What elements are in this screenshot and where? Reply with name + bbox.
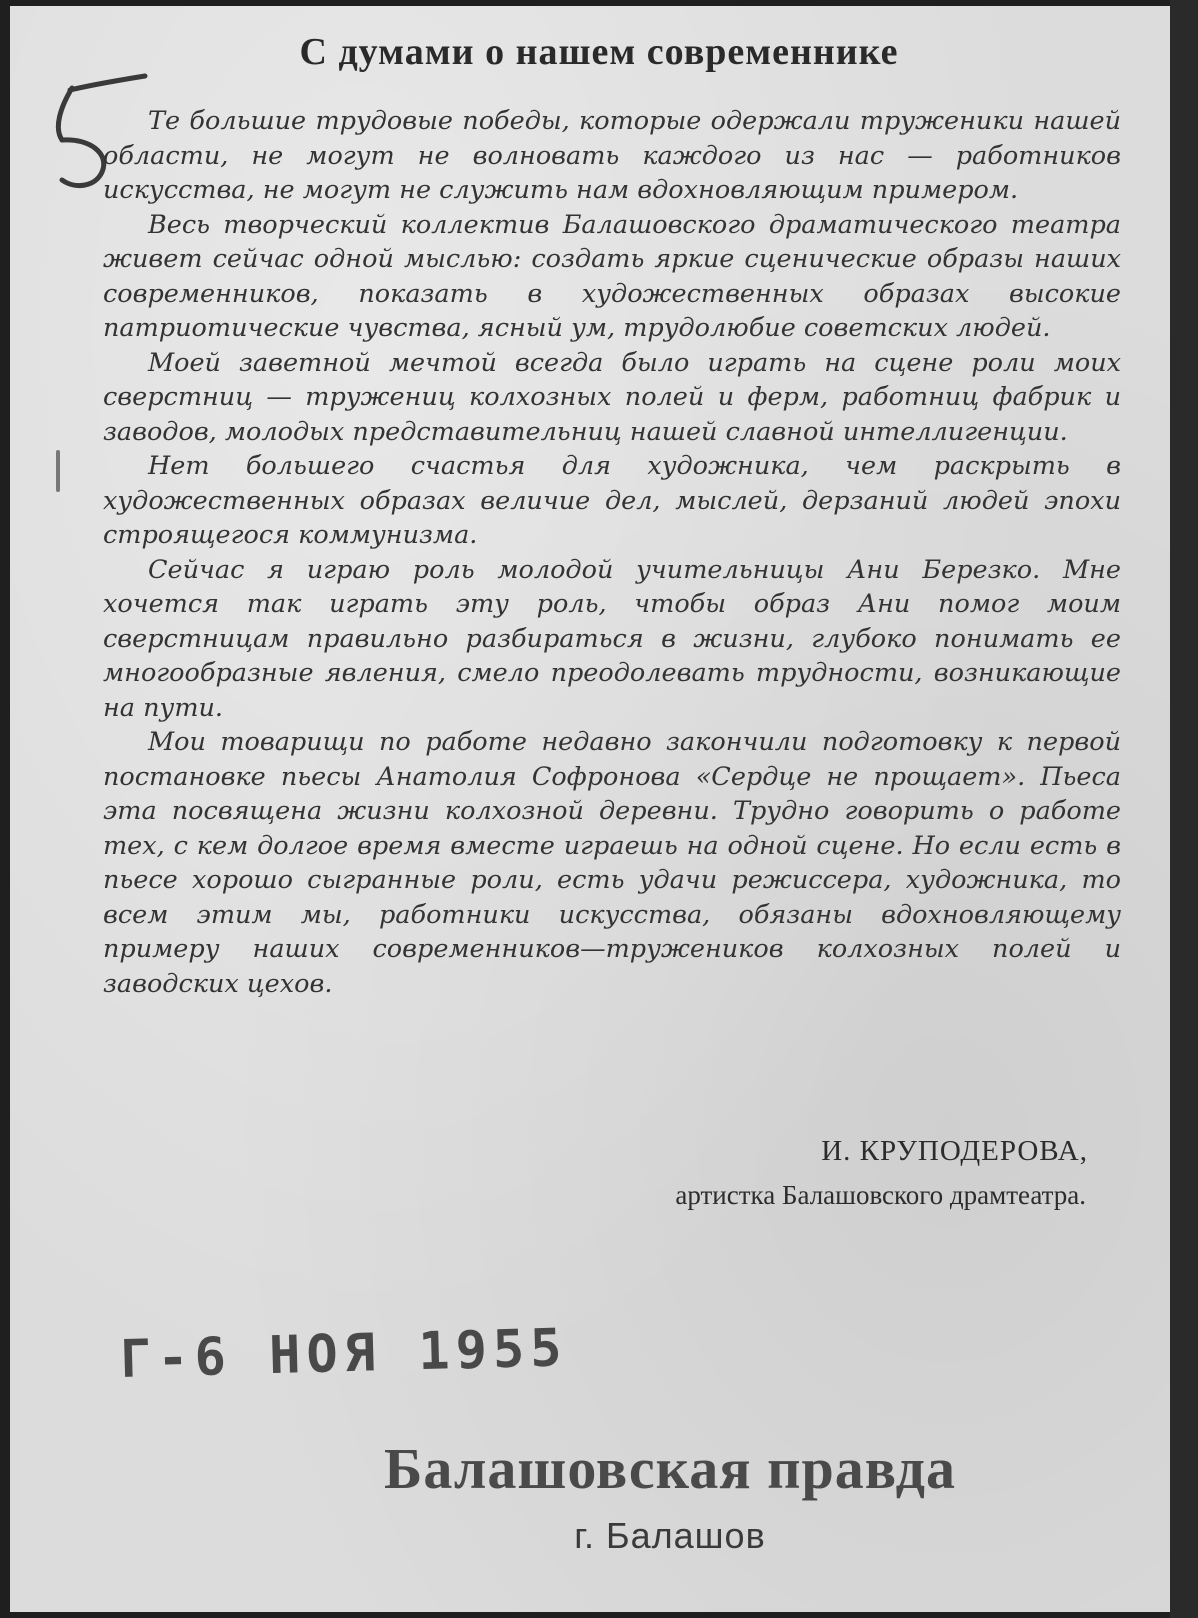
- newspaper-name-stamp: Балашовская правда: [383, 1436, 956, 1501]
- paragraph: Моей заветной мечтой всегда было играть на сцене роли моих сверстниц — тружениц колхозных полей и ферм, работниц фабрик и заводов, молодых представительниц нашей славной интеллигенции.: [103, 347, 1121, 447]
- author-name: И. КРУПОДЕРОВА,: [821, 1135, 1088, 1167]
- paragraph: Те большие трудовые победы, которые одержали труженики нашей области, не могут не волновать каждого из нас — работников искусства, не могут не служить нам вдохновляющим примером.: [103, 106, 1121, 205]
- city-stamp: г. Балашов: [574, 1515, 766, 1556]
- article-body: [103, 104, 1121, 1001]
- date-stamp: Г-6 НОЯ 1955: [119, 1318, 569, 1390]
- author-role: артистка Балашовского драмтеатра.: [675, 1180, 1086, 1210]
- article-headline: С думами о нашем современнике: [299, 31, 899, 73]
- ink-speck: [56, 450, 60, 492]
- scan-edge: [1170, 0, 1198, 1618]
- paragraph: Нет большего счастья для художника, чем раскрыть в художественных образах величие дел, мыслей, дерзаний людей эпохи строящегося коммунизма.: [103, 451, 1121, 550]
- paragraph: Мои товарищи по работе недавно закончили подготовку к первой постановке пьесы Анатолия Софронова «Сердце не прощает». Пьеса эта посвящена жизни колхозной деревни. Трудно говорить о работе тех, с кем долгое время вместе играешь на одной сцене. Но если есть в пьесе хорошо сыгранные роли, есть удачи режиссера, художника, то всем этим мы, работники искусства, обязаны вдохновляющему примеру наших современников—тружеников колхозных полей и заводских цехов.: [103, 727, 1121, 999]
- paragraph: Сейчас я играю роль молодой учительницы Ани Березко. Мне хочется так играть эту роль, чтобы образ Ани помог моим сверстницам правильно разбираться в жизни, глубоко понимать ее многообразные явления, смело преодолевать трудности, возникающие на пути.: [103, 554, 1121, 723]
- paragraph: Весь творческий коллектив Балашовского драматического театра живет сейчас одной мыслью: создать яркие сценические образы наших современников, показать в художественных образах высокие патриотические чувства, ясный ум, трудолюбие советских людей.: [103, 209, 1121, 343]
